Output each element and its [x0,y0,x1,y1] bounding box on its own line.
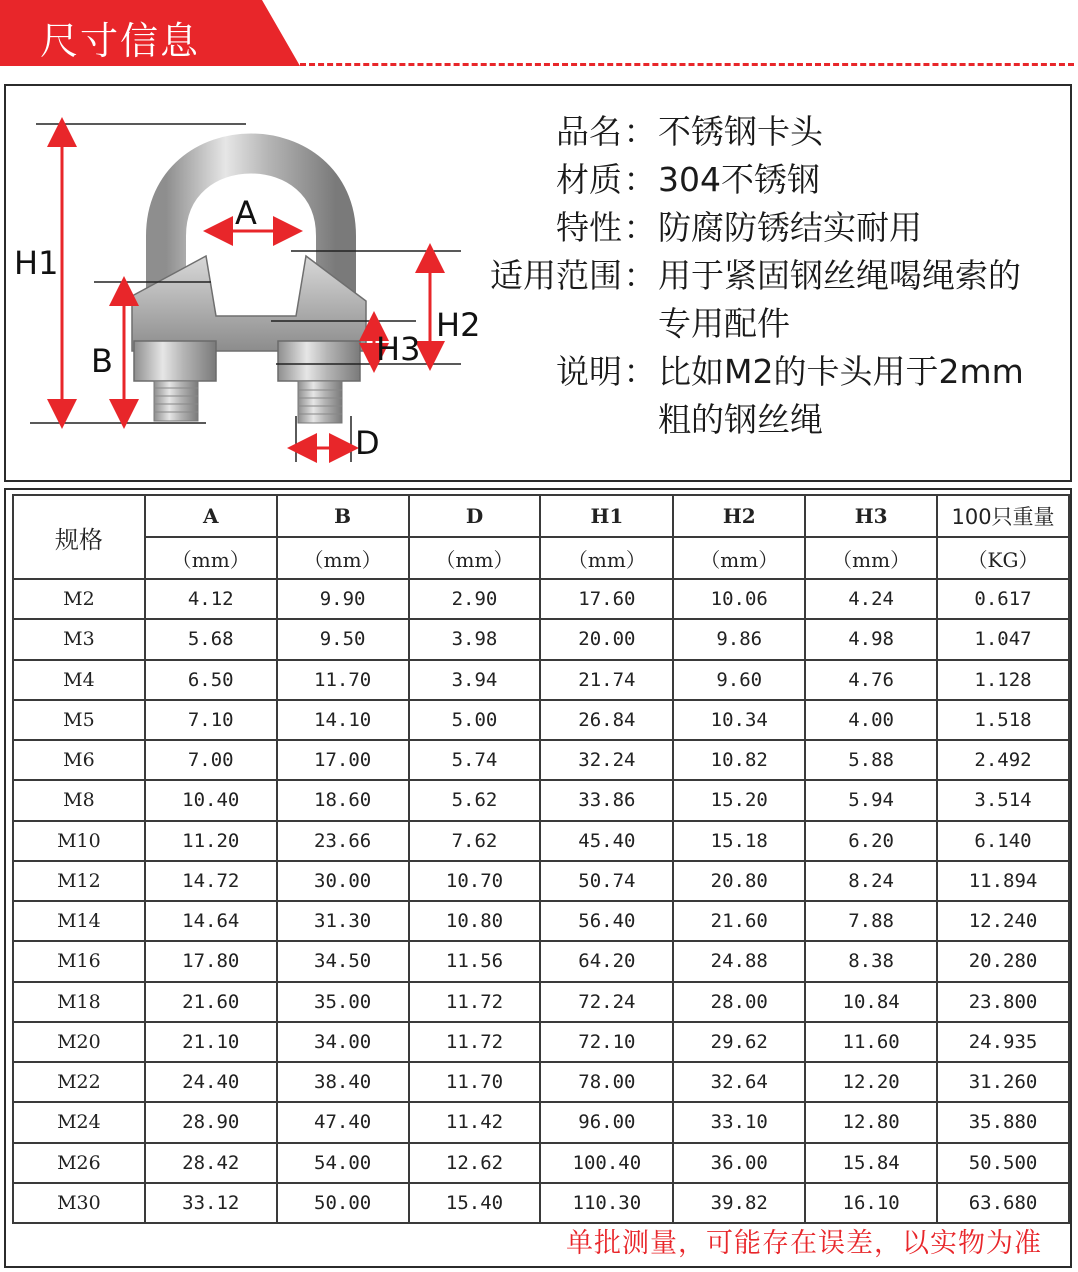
value-cell: 8.38 [805,941,937,981]
header-cell: H1 [540,495,673,537]
value-cell: 11.894 [937,861,1069,901]
value-cell: 14.64 [145,901,277,941]
value-cell: 12.20 [805,1062,937,1102]
value-cell: 50.00 [277,1183,409,1223]
product-info-panel [4,84,1072,482]
value-cell: 34.50 [277,941,409,981]
spec-value-line: 粗的钢丝绳 [658,400,823,439]
value-cell: 38.40 [277,1062,409,1102]
value-cell: 24.88 [673,941,805,981]
value-cell: 11.42 [409,1102,541,1142]
table-body [13,579,1069,1223]
spec-value: 防腐防锈结实耐用 [658,208,922,247]
banner-divider [300,63,1074,66]
measurement-disclaimer: 单批测量，可能存在误差，以实物为准 [566,1228,1042,1259]
value-cell: 10.06 [673,579,805,619]
value-cell: 5.94 [805,780,937,820]
value-cell: 28.90 [145,1102,277,1142]
spec-separator: ： [623,208,657,247]
dimension-diagram [6,86,526,482]
value-cell: 34.00 [277,1022,409,1062]
value-cell: 21.10 [145,1022,277,1062]
value-cell: 8.24 [805,861,937,901]
header-cell: H3 [805,495,937,537]
product-spec-list [472,108,1072,444]
spec-value [658,252,1072,348]
value-cell: 0.617 [937,579,1069,619]
table-row [13,821,1069,861]
value-cell: 35.00 [277,982,409,1022]
table-row [13,619,1069,659]
value-cell: 31.260 [937,1062,1069,1102]
value-cell: 10.70 [409,861,541,901]
value-cell: 50.74 [540,861,673,901]
value-cell: 47.40 [277,1102,409,1142]
value-cell: 12.240 [937,901,1069,941]
spec-separator: ： [623,112,657,151]
model-cell: M6 [13,740,145,780]
value-cell: 11.60 [805,1022,937,1062]
value-cell: 33.10 [673,1102,805,1142]
value-cell: 9.86 [673,619,805,659]
table-unit-row [13,537,1069,579]
section-title: 尺寸信息 [40,19,201,63]
spec-row-feature [472,204,1072,252]
value-cell: 26.84 [540,700,673,740]
value-cell: 20.80 [673,861,805,901]
value-cell: 9.50 [277,619,409,659]
label-h3: H3 [376,330,421,368]
model-cell: M4 [13,660,145,700]
value-cell: 20.00 [540,619,673,659]
spec-value-line: 比如M2的卡头用于2mm [658,352,1024,391]
value-cell: 24.40 [145,1062,277,1102]
table-row [13,579,1069,619]
value-cell: 64.20 [540,941,673,981]
value-cell: 7.88 [805,901,937,941]
value-cell: 5.88 [805,740,937,780]
spec-row-note [472,348,1072,444]
unit-cell: （mm） [673,537,805,579]
table-row [13,941,1069,981]
unit-cell: （mm） [145,537,277,579]
value-cell: 6.20 [805,821,937,861]
spec-row-name [472,108,1072,156]
value-cell: 14.72 [145,861,277,901]
spec-table [12,494,1070,1224]
value-cell: 2.90 [409,579,541,619]
value-cell: 9.90 [277,579,409,619]
model-cell: M30 [13,1183,145,1223]
value-cell: 5.68 [145,619,277,659]
value-cell: 3.94 [409,660,541,700]
spec-separator: ： [623,352,657,391]
model-cell: M8 [13,780,145,820]
value-cell: 23.800 [937,982,1069,1022]
value-cell: 10.80 [409,901,541,941]
value-cell: 17.60 [540,579,673,619]
header-cell: D [409,495,541,537]
table-row [13,861,1069,901]
table-row [13,660,1069,700]
value-cell: 17.00 [277,740,409,780]
value-cell: 12.80 [805,1102,937,1142]
value-cell: 1.128 [937,660,1069,700]
value-cell: 11.72 [409,1022,541,1062]
unit-cell: （mm） [805,537,937,579]
value-cell: 15.20 [673,780,805,820]
header-cell: 100只重量 [937,495,1069,537]
table-row [13,740,1069,780]
header-cell: A [145,495,277,537]
value-cell: 10.40 [145,780,277,820]
model-cell: M10 [13,821,145,861]
table-row [13,1102,1069,1142]
value-cell: 12.62 [409,1143,541,1183]
value-cell: 7.00 [145,740,277,780]
table-row [13,1022,1069,1062]
value-cell: 32.64 [673,1062,805,1102]
model-cell: M24 [13,1102,145,1142]
label-d: D [355,424,380,462]
value-cell: 11.70 [409,1062,541,1102]
value-cell: 28.42 [145,1143,277,1183]
value-cell: 10.34 [673,700,805,740]
header-model: 规格 [13,495,145,579]
value-cell: 11.72 [409,982,541,1022]
value-cell: 28.00 [673,982,805,1022]
model-cell: M22 [13,1062,145,1102]
value-cell: 21.74 [540,660,673,700]
spec-row-usage [472,252,1072,348]
value-cell: 72.24 [540,982,673,1022]
value-cell: 5.74 [409,740,541,780]
value-cell: 5.00 [409,700,541,740]
table-row [13,1143,1069,1183]
spec-value-line: 用于紧固钢丝绳喝绳索的 [658,256,1021,295]
table-row [13,982,1069,1022]
unit-cell: （mm） [409,537,541,579]
value-cell: 11.20 [145,821,277,861]
value-cell: 29.62 [673,1022,805,1062]
spec-table-panel [4,488,1072,1268]
spec-label: 材质 [556,160,622,199]
value-cell: 20.280 [937,941,1069,981]
table-row [13,1183,1069,1223]
spec-row-material [472,156,1072,204]
value-cell: 31.30 [277,901,409,941]
spec-label: 品名 [556,112,622,151]
spec-label: 说明 [556,352,622,391]
value-cell: 24.935 [937,1022,1069,1062]
model-cell: M12 [13,861,145,901]
value-cell: 3.514 [937,780,1069,820]
value-cell: 21.60 [145,982,277,1022]
value-cell: 6.50 [145,660,277,700]
unit-cell: （KG） [937,537,1069,579]
value-cell: 17.80 [145,941,277,981]
value-cell: 35.880 [937,1102,1069,1142]
header-cell: B [277,495,409,537]
value-cell: 56.40 [540,901,673,941]
value-cell: 15.40 [409,1183,541,1223]
model-cell: M20 [13,1022,145,1062]
value-cell: 16.10 [805,1183,937,1223]
spec-label: 特性 [556,208,622,247]
value-cell: 21.60 [673,901,805,941]
value-cell: 7.62 [409,821,541,861]
value-cell: 5.62 [409,780,541,820]
value-cell: 4.24 [805,579,937,619]
unit-cell: （mm） [277,537,409,579]
spec-separator: ： [623,160,657,199]
value-cell: 14.10 [277,700,409,740]
value-cell: 110.30 [540,1183,673,1223]
value-cell: 3.98 [409,619,541,659]
table-row [13,1062,1069,1102]
value-cell: 11.70 [277,660,409,700]
label-a: A [235,194,257,232]
value-cell: 33.12 [145,1183,277,1223]
spec-value: 不锈钢卡头 [658,112,823,151]
section-banner [0,0,1078,68]
value-cell: 30.00 [277,861,409,901]
value-cell: 45.40 [540,821,673,861]
value-cell: 4.12 [145,579,277,619]
value-cell: 23.66 [277,821,409,861]
label-h2: H2 [436,306,481,344]
model-cell: M14 [13,901,145,941]
model-cell: M26 [13,1143,145,1183]
value-cell: 54.00 [277,1143,409,1183]
spec-value [658,348,1072,444]
value-cell: 100.40 [540,1143,673,1183]
spec-label: 适用范围 [490,256,622,295]
table-row [13,700,1069,740]
table-row [13,780,1069,820]
model-cell: M18 [13,982,145,1022]
value-cell: 39.82 [673,1183,805,1223]
value-cell: 63.680 [937,1183,1069,1223]
value-cell: 7.10 [145,700,277,740]
value-cell: 78.00 [540,1062,673,1102]
model-cell: M5 [13,700,145,740]
value-cell: 36.00 [673,1143,805,1183]
table-row [13,901,1069,941]
label-b: B [91,342,113,380]
value-cell: 10.82 [673,740,805,780]
label-h1: H1 [14,244,59,282]
value-cell: 1.047 [937,619,1069,659]
model-cell: M2 [13,579,145,619]
value-cell: 50.500 [937,1143,1069,1183]
value-cell: 9.60 [673,660,805,700]
value-cell: 1.518 [937,700,1069,740]
value-cell: 18.60 [277,780,409,820]
header-cell: H2 [673,495,805,537]
value-cell: 15.18 [673,821,805,861]
value-cell: 6.140 [937,821,1069,861]
value-cell: 96.00 [540,1102,673,1142]
value-cell: 2.492 [937,740,1069,780]
value-cell: 72.10 [540,1022,673,1062]
value-cell: 10.84 [805,982,937,1022]
value-cell: 4.98 [805,619,937,659]
value-cell: 32.24 [540,740,673,780]
value-cell: 33.86 [540,780,673,820]
unit-cell: （mm） [540,537,673,579]
value-cell: 15.84 [805,1143,937,1183]
value-cell: 11.56 [409,941,541,981]
table-header-row [13,495,1069,537]
model-cell: M3 [13,619,145,659]
value-cell: 4.76 [805,660,937,700]
spec-value-line: 专用配件 [658,304,790,343]
spec-separator: ： [623,256,657,295]
value-cell: 4.00 [805,700,937,740]
spec-value: 304不锈钢 [658,160,820,199]
model-cell: M16 [13,941,145,981]
